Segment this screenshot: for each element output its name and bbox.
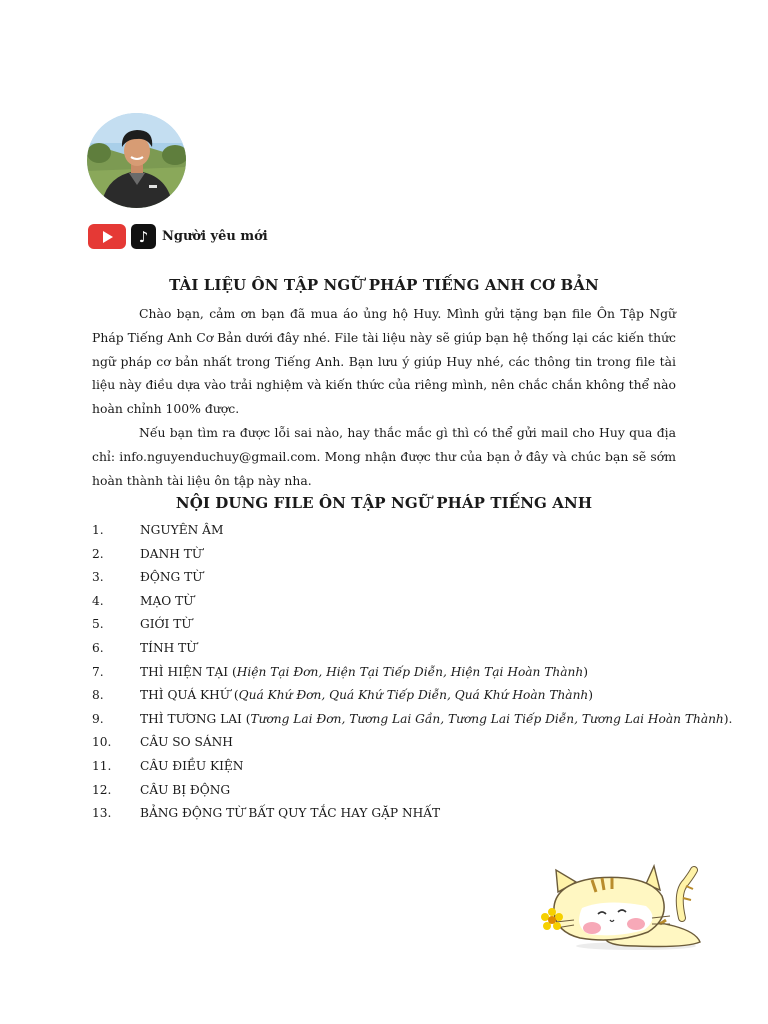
toc-item-number: 4. xyxy=(92,593,104,608)
toc-item-label: CÂU ĐIỀU KIỆN xyxy=(140,758,244,773)
toc-item-label: MẠO TỪ xyxy=(140,593,194,608)
toc-item-number: 8. xyxy=(92,688,104,703)
toc-item-subtopics: Hiện Tại Đơn, Hiện Tại Tiếp Diễn, Hiện Tại Hoàn Thành xyxy=(236,664,584,679)
toc-item-label: DANH TỪ xyxy=(140,546,203,561)
toc-item-label: NGUYÊN ÂM xyxy=(140,523,224,537)
toc-item xyxy=(92,802,732,826)
toc-item-label: THÌ QUÁ KHỨ ( xyxy=(140,688,239,703)
toc-item-tail: ) xyxy=(588,688,594,703)
toc-item-number: 2. xyxy=(92,546,104,561)
intro-paragraph-1: Chào bạn, cảm ơn bạn đã mua áo ủng hộ Huy. Mình gửi tặng bạn file Ôn Tập Ngữ Pháp Tiếng Anh Cơ Bản dưới đây nhé. File tài liệu này sẽ giúp bạn hệ thống lại các kiến thức ngữ pháp cơ bản nhất trong Tiếng Anh. Bạn lưu ý giúp Huy nhé, các thông tin trong file tài liệu này điều dựa vào trải nghiệm và kiến thức của riêng mình, nên chắc chắn không thể nào hoàn chỉnh 100% được. xyxy=(92,306,676,417)
toc-item-label: THÌ HIỆN TẠI ( xyxy=(140,664,237,679)
toc-item xyxy=(92,566,732,590)
toc-item-number: 11. xyxy=(92,758,112,773)
toc-item xyxy=(92,637,732,661)
toc-item xyxy=(92,779,732,803)
toc-item-label: THÌ TƯƠNG LAI ( xyxy=(140,711,251,726)
social-links xyxy=(88,224,268,249)
toc-item-label: TÍNH TỪ xyxy=(140,640,197,655)
toc-list xyxy=(92,519,732,826)
toc-item xyxy=(92,661,732,685)
toc-title: NỘI DUNG FILE ÔN TẬP NGỮ PHÁP TIẾNG ANH xyxy=(175,494,593,512)
social-label: Người yêu mới xyxy=(162,229,268,244)
toc-item-number: 12. xyxy=(92,782,112,797)
toc-item xyxy=(92,613,732,637)
toc-item-subtopics: Quá Khứ Đơn, Quá Khứ Tiếp Diễn, Quá Khứ Hoàn Thành xyxy=(238,688,589,703)
toc-item-number: 9. xyxy=(92,711,104,726)
toc-item xyxy=(92,590,732,614)
toc-item-tail: ) xyxy=(583,664,588,679)
toc-item xyxy=(92,543,732,567)
toc-item-number: 10. xyxy=(92,735,112,750)
toc-item-number: 3. xyxy=(92,570,104,585)
toc-item-label: GIỚI TỪ xyxy=(140,617,192,632)
document-title: TÀI LIỆU ÔN TẬP NGỮ PHÁP TIẾNG ANH CƠ BẢN xyxy=(169,276,599,294)
toc-item-number: 1. xyxy=(92,523,104,537)
toc-item-number: 6. xyxy=(92,640,104,655)
toc-item-label: CÂU BỊ ĐỘNG xyxy=(140,782,231,797)
youtube-icon[interactable] xyxy=(88,224,126,249)
toc-item xyxy=(92,731,732,755)
intro-paragraph-2: Nếu bạn tìm ra được lỗi sai nào, hay thắc mắc gì thì có thể gửi mail cho Huy qua địa chỉ: info.nguyenduchuy@gmail.com. Mong nhận được thư của bạn ở đây và chúc bạn sẽ sớm hoàn thành tài liệu ôn tập này nha. xyxy=(92,424,676,488)
toc-item-label: BẢNG ĐỘNG TỪ BẤT QUY TẮC HAY GẶP NHẤT xyxy=(140,806,441,821)
toc-item-tail: ). xyxy=(723,711,733,726)
toc-item xyxy=(92,684,732,708)
tiktok-icon[interactable]: ♪ xyxy=(131,224,156,249)
toc-item-number: 13. xyxy=(92,806,112,821)
toc-item-number: 7. xyxy=(92,664,104,679)
toc-item-subtopics: Tương Lai Đơn, Tương Lai Gần, Tương Lai Tiếp Diễn, Tương Lai Hoàn Thành xyxy=(250,711,724,726)
intro-text xyxy=(92,302,676,492)
toc-item xyxy=(92,708,732,732)
avatar xyxy=(87,113,186,208)
toc-item-number: 5. xyxy=(92,617,104,632)
toc-item xyxy=(92,519,732,543)
toc-item-label: CÂU SO SÁNH xyxy=(140,735,233,750)
cat-illustration xyxy=(536,862,706,952)
toc-item-label: ĐỘNG TỪ xyxy=(140,570,203,585)
toc-item xyxy=(92,755,732,779)
